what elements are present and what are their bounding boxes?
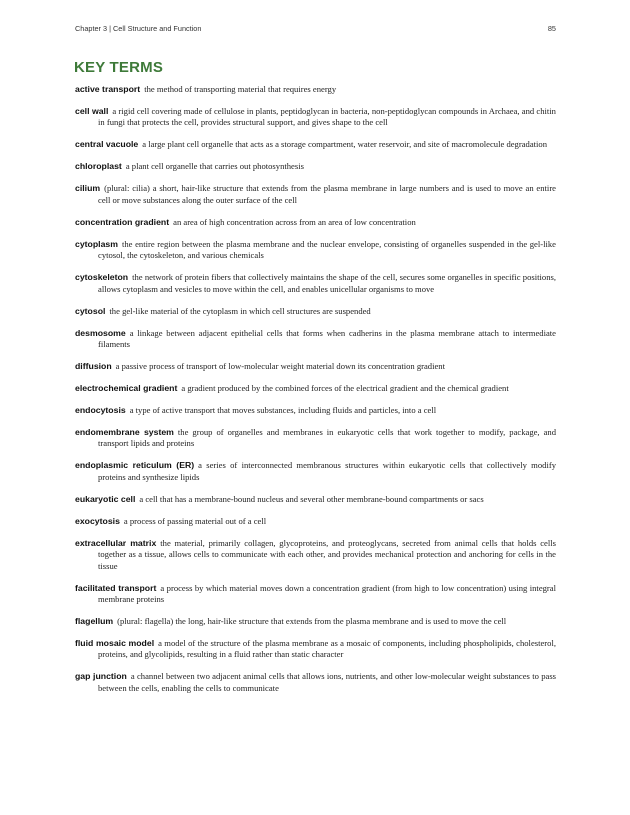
glossary-entry xyxy=(75,616,556,627)
term-name: extracellular matrix xyxy=(75,537,157,548)
glossary-entry xyxy=(75,272,556,295)
term-definition: the method of transporting material that requires energy xyxy=(144,84,337,94)
term-name: central vacuole xyxy=(75,139,139,150)
section-title: KEY TERMS xyxy=(74,59,164,76)
glossary-entry xyxy=(75,638,556,661)
term-name: fluid mosaic model xyxy=(75,638,155,649)
term-definition: a channel between two adjacent animal cells that allows ions, nutrients, and other low-molecular weight substances to pass between the cells, enabling the cells to communicate xyxy=(98,671,557,693)
term-name: gap junction xyxy=(75,671,127,682)
glossary-entry xyxy=(75,328,556,351)
glossary-entry xyxy=(75,217,556,228)
term-name: chloroplast xyxy=(75,161,122,172)
term-name: cytoskeleton xyxy=(75,272,129,283)
term-definition: an area of high concentration across from an area of low concentration xyxy=(173,216,416,227)
glossary-entry xyxy=(75,106,556,129)
term-name: cytosol xyxy=(75,305,106,316)
term-definition: (plural: cilia) a short, hair-like structure that extends from the plasma membrane in large numbers and is used to move an entire cell or move substances along the outer surface of the cell xyxy=(98,183,556,205)
term-definition: a type of active transport that moves substances, including fluids and particles, into a cell xyxy=(129,405,437,416)
term-name: endocytosis xyxy=(75,405,126,416)
term-definition: a series of interconnected membranous structures within eukaryotic cells that collectively modify proteins and synthesize lipids xyxy=(98,460,556,482)
glossary-entry xyxy=(75,361,556,372)
glossary-entry xyxy=(75,494,556,505)
glossary-entry xyxy=(75,671,556,694)
term-definition: the group of organelles and membranes in eukaryotic cells that work together to modify, package, and transport lipids and proteins xyxy=(98,427,556,449)
term-name: cilium xyxy=(75,183,101,194)
glossary-entry xyxy=(75,306,556,317)
chapter-title: Chapter 3 | Cell Structure and Function xyxy=(75,24,202,33)
glossary-entry xyxy=(75,460,556,483)
term-definition: a plant cell organelle that carries out photosynthesis xyxy=(125,161,304,172)
term-definition: the gel-like material of the cytoplasm in which cell structures are suspended xyxy=(109,305,371,316)
page-header xyxy=(75,24,556,36)
term-definition: a model of the structure of the plasma membrane as a mosaic of components, including phospholipids, cholesterol, proteins, and glycolipids, resulting in a fluid rather than static character xyxy=(98,638,556,660)
term-definition: the material, primarily collagen, glycoproteins, and proteoglycans, secreted from animal cells that holds cells together as a tissue, allows cells to communicate with each other, and provides mechanical protection and anchoring for cells in the tissue xyxy=(98,537,556,571)
term-name: diffusion xyxy=(75,361,112,372)
glossary-entry xyxy=(75,405,556,416)
term-definition: the entire region between the plasma membrane and the nuclear envelope, consisting of organelles suspended in the gel-like cytosol, the cytoskeleton, and various chemicals xyxy=(98,238,556,261)
glossary-entry xyxy=(75,427,556,450)
glossary-entry xyxy=(75,139,556,150)
glossary-entry xyxy=(75,239,556,262)
term-definition: a process of passing material out of a cell xyxy=(123,515,267,526)
glossary-entry xyxy=(75,538,556,572)
term-definition: a passive process of transport of low-molecular weight material down its concentration gradient xyxy=(115,361,445,372)
glossary-entry xyxy=(75,84,556,95)
term-name: cell wall xyxy=(75,106,109,116)
term-name: exocytosis xyxy=(75,515,120,526)
term-definition: the network of protein fibers that collectively maintains the shape of the cell, secures some organelles in specific positions, allows cytoplasm and vesicles to move within the cell, and enables unicellular organisms to move xyxy=(98,272,556,294)
term-definition: a process by which material moves down a concentration gradient (from high to low concentration) using integral membrane proteins xyxy=(98,582,556,605)
glossary-entry xyxy=(75,516,556,527)
glossary-entry xyxy=(75,183,556,206)
term-definition: a cell that has a membrane-bound nucleus and several other membrane-bound compartments or sacs xyxy=(139,493,484,504)
glossary-entry xyxy=(75,161,556,172)
term-name: endomembrane system xyxy=(75,427,174,438)
key-terms-list xyxy=(75,84,556,705)
term-name: cytoplasm xyxy=(75,238,118,249)
glossary-entry xyxy=(75,383,556,394)
glossary-entry xyxy=(75,583,556,606)
term-definition: a large plant cell organelle that acts as a storage compartment, water reservoir, and site of macromolecule degradation xyxy=(142,139,548,150)
term-name: flagellum xyxy=(75,616,114,627)
term-definition: a rigid cell covering made of cellulose in plants, peptidoglycan in bacteria, non-peptidoglycan compounds in Archaea, and chitin in fungi that protects the cell, provides structural support, and gives shape to the cell xyxy=(98,106,556,128)
term-name: active transport xyxy=(75,84,141,94)
term-name: eukaryotic cell xyxy=(75,493,136,504)
term-name: electrochemical gradient xyxy=(75,383,178,394)
term-definition: a gradient produced by the combined forces of the electrical gradient and the chemical gradient xyxy=(181,383,509,394)
term-name: facilitated transport xyxy=(75,582,157,593)
term-name: desmosome xyxy=(75,327,126,338)
term-name: concentration gradient xyxy=(75,216,170,227)
term-definition: a linkage between adjacent epithelial cells that forms when cadherins in the plasma membrane attach to intermediate filaments xyxy=(98,327,556,350)
page-number: 85 xyxy=(547,24,556,33)
term-definition: (plural: flagella) the long, hair-like structure that extends from the plasma membrane and is used to move the cell xyxy=(117,616,507,627)
term-name: endoplasmic reticulum (ER) xyxy=(75,460,195,471)
